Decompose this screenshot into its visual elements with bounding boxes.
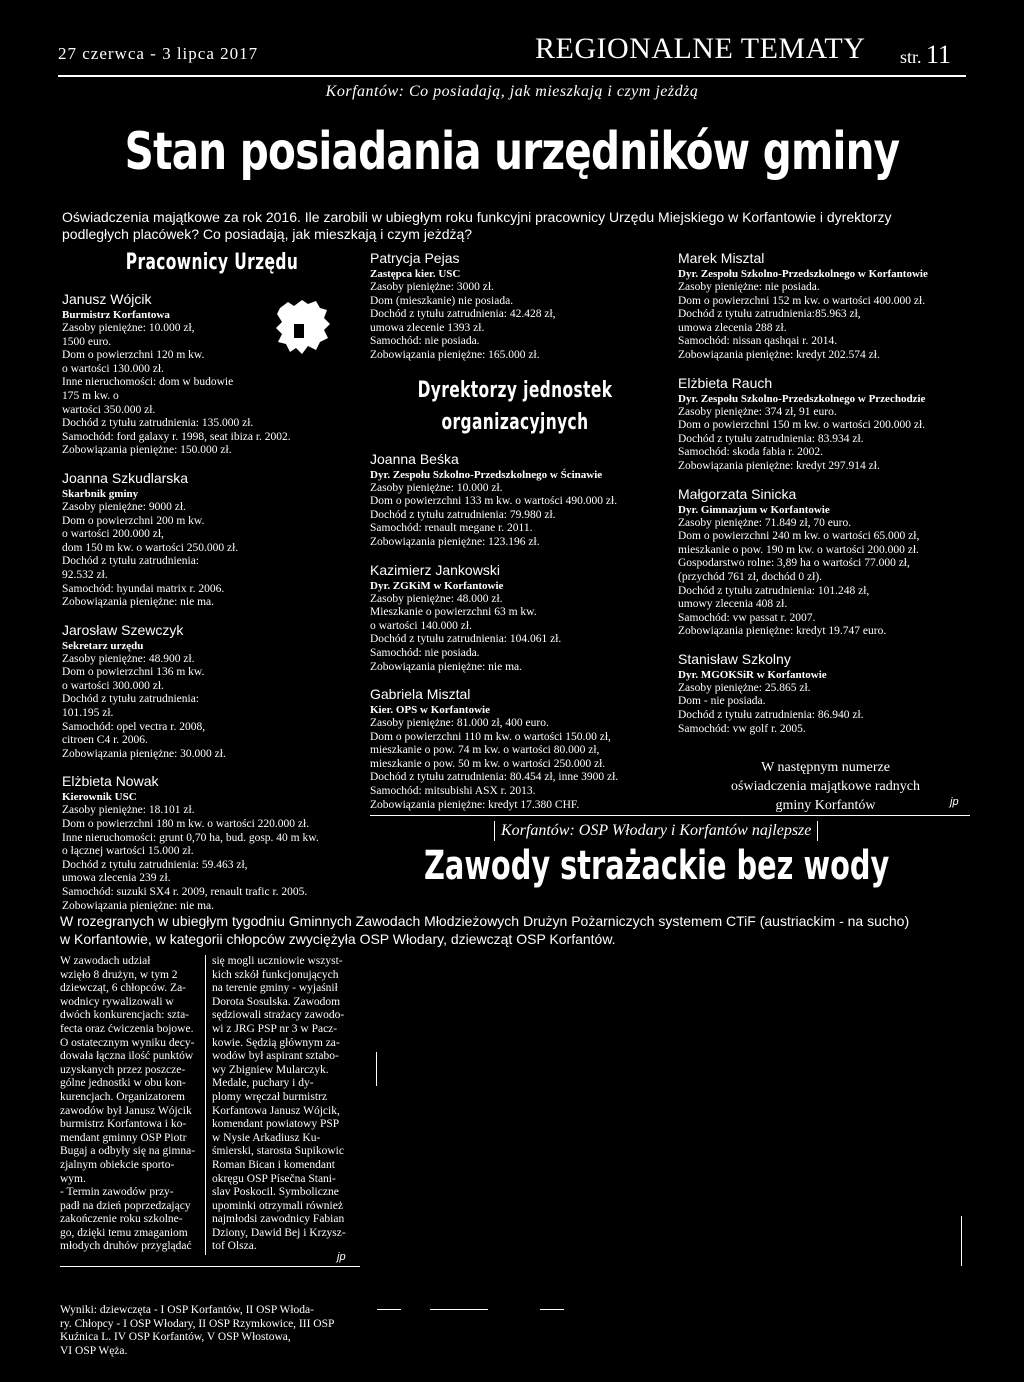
body-line: upominki otrzymali również <box>212 1199 343 1212</box>
declaration-line: Samochód: hyundai matrix r. 2006. <box>62 582 225 595</box>
body-line: wi z JRG PSP nr 3 w Pacz- <box>212 1022 338 1035</box>
declaration-line: Dochód z tytułu zatrudnienia: 101.248 zł, <box>678 584 870 597</box>
declaration-line: Zobowiązania pieniężne: 30.000 zł. <box>62 747 226 760</box>
body-line: Dorota Sosulska. Zawodom <box>212 995 341 1008</box>
body-line: kurencjach. Organizatorem <box>60 1090 185 1103</box>
person-role: Sekretarz urzędu <box>62 639 144 652</box>
person-entry <box>678 375 973 474</box>
declaration-line: Dochód z tytułu zatrudnienia: 86.940 zł. <box>678 709 864 722</box>
body-line: padł na dzień poprzedzający <box>60 1199 191 1212</box>
body-line: kich szkół funkcjonujących <box>212 968 339 981</box>
body-line: go, dzięki temu zmaganiom <box>60 1226 188 1239</box>
decor-rule <box>540 1309 564 1310</box>
person-entry <box>62 470 362 610</box>
declaration-line: Samochód: nie posiada. <box>370 646 480 659</box>
person-entry <box>62 291 362 458</box>
person-name: Jarosław Szewczyk <box>62 621 184 638</box>
page-number <box>900 40 951 70</box>
body-line: slav Poskocil. Symboliczne <box>212 1186 339 1199</box>
body-line: najmłodsi zawodnicy Fabian <box>212 1213 345 1226</box>
declaration-line: Zasoby pieniężne: 71.849 zł, 70 euro. <box>678 516 852 529</box>
page-prefix: str. <box>900 47 922 67</box>
lead-line: podległych placówek? Co posiadają, jak mieszkają i czym jeżdżą? <box>62 226 473 242</box>
declaration-line: Zasoby pieniężne: 25.865 zł. <box>678 681 811 694</box>
person-name: Elżbieta Rauch <box>678 374 773 391</box>
declaration-line: Samochód: mitsubishi ASX r. 2013. <box>370 785 536 798</box>
declaration-line: Dom (mieszkanie) nie posiada. <box>370 294 514 307</box>
declaration-line: Zobowiązania pieniężne: 150.000 zł. <box>62 444 232 457</box>
declaration-line: Samochód: renault megane r. 2011. <box>370 522 533 535</box>
person-name: Marek Misztal <box>678 250 765 266</box>
declaration-line: o wartości 300.000 zł. <box>62 679 164 692</box>
person-role: Skarbnik gminy <box>62 487 139 500</box>
declaration-line: Zasoby pieniężne: 48.000 zł. <box>370 592 503 605</box>
person-entry <box>370 451 660 550</box>
body-line: ry. Chłopcy - I OSP Włodary, II OSP Rzymkowice, III OSP <box>60 1317 335 1330</box>
body-line: zakończenie roku szkolne- <box>60 1213 183 1226</box>
person-role: Zastępca kier. USC <box>370 268 461 280</box>
person-name: Małgorzata Sinicka <box>678 485 797 502</box>
declaration-line: mieszkanie o pow. 74 m kw. o wartości 80.000 zł, <box>370 744 600 757</box>
note-line: W następnym numerze <box>761 760 890 776</box>
person-role: Kier. OPS w Korfantowie <box>370 704 490 717</box>
body-line: W zawodach udział <box>60 955 151 967</box>
declaration-line: umowa zlecenia 239 zł. <box>62 872 171 885</box>
person-role: Dyr. Gimnazjum w Korfantowie <box>678 503 830 516</box>
body-line: zjalnym obiekcie sporto- <box>60 1158 175 1171</box>
note-line: gminy Korfantów <box>775 798 876 814</box>
header-rule <box>58 75 966 77</box>
body-line: Kuźnica L. IV OSP Korfantów, V OSP Włostowa, <box>60 1331 291 1344</box>
declaration-line: Dom o powierzchni 150 m kw. o wartości 200.000 zł. <box>678 419 926 432</box>
person-name: Kazimierz Jankowski <box>370 561 500 578</box>
body-line: O ostatecznym wyniku decy- <box>60 1036 195 1049</box>
person-entry <box>678 250 973 363</box>
note-line: oświadczenia majątkowe radnych <box>731 779 920 795</box>
body-line: śmierski, starosta Supikowic <box>212 1145 344 1158</box>
person-role: Dyr. Zespołu Szkolno-Przedszkolnego w Korfantowie <box>678 268 928 280</box>
declaration-line: Samochód: skoda fabia r. 2002. <box>678 446 824 459</box>
declaration-line: Zasoby pieniężne: 48.900 zł. <box>62 652 195 665</box>
person-entry <box>62 773 362 913</box>
decor-rule <box>377 1309 401 1310</box>
declaration-line: Zasoby pieniężne: 18.101 zł. <box>62 804 195 817</box>
article-separator <box>370 815 970 816</box>
declaration-line: Dochód z tytułu zatrudnienia: 104.061 zł. <box>370 633 562 646</box>
body-line: dwóch konkurencjach: szta- <box>60 1009 190 1022</box>
office-list-cont <box>370 250 660 363</box>
body-line: dziewcząt, 6 chłopców. Za- <box>60 982 187 995</box>
declaration-line: Zobowiązania pieniężne: kredyt 297.914 zł. <box>678 459 880 472</box>
article1-headline: Stan posiadania urzędników gminy <box>124 122 900 182</box>
declaration-line: Zobowiązania pieniężne: kredyt 202.574 zł. <box>678 348 880 361</box>
body-line: uzyskanych przez poszcze- <box>60 1063 186 1076</box>
declaration-line: Inne nieruchomości: grunt 0,70 ha, bud. gosp. 40 m kw. <box>62 831 319 844</box>
declaration-line: o łącznej wartości 15.000 zł. <box>62 845 194 858</box>
body-line: wzięło 8 drużyn, w tym 2 <box>60 968 178 981</box>
lead-line: Oświadczenia majątkowe za rok 2016. Ile zarobili w ubiegłym roku funkcyjni pracownicy Urzędu Miejskiego w Korfantowie i dyrektorzy <box>62 209 892 225</box>
declaration-line: Dom o powierzchni 240 m kw. o wartości 65.000 zł, <box>678 530 920 543</box>
declaration-line: o wartości 130.000 zł. <box>62 362 164 375</box>
article1-signature: jp <box>950 796 959 808</box>
declaration-line: umowy zlecenia 408 zł. <box>678 598 788 611</box>
body-line: sędziowali strażacy zawodo- <box>212 1009 345 1022</box>
person-entry <box>62 622 362 762</box>
declaration-line: mieszkanie o pow. 50 m kw. o wartości 250.000 zł. <box>370 757 606 770</box>
person-entry <box>678 651 973 736</box>
article2-body-col2 <box>212 955 350 1254</box>
body-line: wodnicy rywalizowali w <box>60 995 174 1008</box>
declaration-line: o wartości 200.000 zł, <box>62 528 164 541</box>
person-name: Elżbieta Nowak <box>62 773 159 790</box>
declaration-line: citroen C4 r. 2006. <box>62 734 148 747</box>
body-line: Bugaj a odbyły się na gimna- <box>60 1145 196 1158</box>
article2-headline: Zawody strażackie bez wody <box>424 843 890 889</box>
decor-rule <box>430 1309 488 1310</box>
declaration-line: wartości 350.000 zł. <box>62 403 156 416</box>
declaration-line: (przychód 761 zł, dochód 0 zł). <box>678 570 823 583</box>
body-line: VI OSP Węża. <box>60 1344 128 1357</box>
declaration-line: 101.195 zł. <box>62 707 114 720</box>
declaration-line: Zasoby pieniężne: 374 zł, 91 euro. <box>678 405 837 418</box>
body-line: Medale, puchary i dy- <box>212 1077 314 1090</box>
declaration-line: Dochód z tytułu zatrudnienia: <box>62 555 200 568</box>
directors-list <box>370 451 660 813</box>
declaration-line: Dochód z tytułu zatrudnienia: 59.463 zł, <box>62 858 248 871</box>
declaration-line: Dochód z tytułu zatrudnienia:85.963 zł, <box>678 308 861 321</box>
person-name: Joanna Beśka <box>370 450 459 467</box>
person-entry <box>678 486 973 639</box>
person-entry <box>370 686 660 812</box>
body-line: się mogli uczniowie wszyst- <box>212 955 343 967</box>
declaration-line: Dochód z tytułu zatrudnienia: <box>62 693 200 706</box>
declaration-line: Samochód: vw passat r. 2007. <box>678 611 816 624</box>
lead-line: W rozegranych w ubiegłym tygodniu Gminnych Zawodach Młodzieżowych Drużyn Pożarniczych systemem CTiF (austriackim - na sucho) <box>60 913 910 929</box>
section-office-title: Pracownicy Urzędu <box>125 250 299 275</box>
results-box <box>60 1304 360 1358</box>
declaration-line: Zobowiązania pieniężne: kredyt 19.747 euro. <box>678 625 887 638</box>
column-middle <box>370 250 660 824</box>
declaration-line: Zobowiązania pieniężne: kredyt 17.380 CHF. <box>370 798 580 811</box>
person-name: Gabriela Misztal <box>370 686 471 703</box>
person-role: Kierownik USC <box>62 791 137 804</box>
body-line: młodych druhów przyglądać <box>60 1240 192 1253</box>
results-rule <box>60 1266 360 1267</box>
person-entry <box>370 562 660 675</box>
issue-date: 27 czerwca - 3 lipca 2017 <box>58 44 259 63</box>
declaration-line: Zasoby pieniężne: 81.000 zł, 400 euro. <box>370 717 549 730</box>
body-line: zawodów był Janusz Wójcik <box>60 1104 192 1117</box>
declaration-line: Dom o powierzchni 200 m kw. <box>62 514 205 527</box>
declaration-line: Zasoby pieniężne: 9000 zł. <box>62 500 186 513</box>
declaration-line: Samochód: nissan qashqai r. 2014. <box>678 335 838 348</box>
declaration-line: Dom o powierzchni 133 m kw. o wartości 490.000 zł. <box>370 495 618 508</box>
declaration-line: Mieszkanie o powierzchni 63 m kw. <box>370 606 537 619</box>
body-line: na terenie gminy - wyjaśnił <box>212 982 338 995</box>
article2-signature: jp <box>337 1251 346 1263</box>
declaration-line: Zobowiązania pieniężne: 123.196 zł. <box>370 535 540 548</box>
body-line: kowie. Sędzią głównym za- <box>212 1036 340 1049</box>
person-entry <box>370 250 660 363</box>
declaration-line: Zasoby pieniężne: 10.000 zł, <box>62 322 195 334</box>
declaration-line: Zobowiązania pieniężne: nie ma. <box>62 899 214 912</box>
declaration-line: Dochód z tytułu zatrudnienia: 42.428 zł, <box>370 308 556 321</box>
body-line: Dziony, Dawid Bej i Krzysz- <box>212 1226 346 1239</box>
declaration-line: Gospodarstwo rolne: 3,89 ha o wartości 77.000 zł, <box>678 557 910 570</box>
body-line: wym. <box>60 1172 86 1185</box>
declaration-line: 92.532 zł. <box>62 568 108 581</box>
body-line: komendant powiatowy PSP <box>212 1118 340 1131</box>
section-title: REGIONALNE TEMATY <box>535 32 866 65</box>
person-name: Patrycja Pejas <box>370 250 460 266</box>
body-line: plomy wręczał burmistrz <box>212 1090 327 1103</box>
declaration-line: Dochód z tytułu zatrudnienia: 83.934 zł. <box>678 432 864 445</box>
section-directors-title <box>402 375 628 439</box>
article1-lead <box>62 209 972 243</box>
column-divider <box>961 1216 962 1266</box>
body-line: fecta oraz ćwiczenia bojowe. <box>60 1022 194 1035</box>
declaration-line: Dochód z tytułu zatrudnienia: 135.000 zł. <box>62 417 254 430</box>
declaration-line: Zobowiązania pieniężne: nie ma. <box>62 596 214 609</box>
body-line: mendant gminny OSP Piotr <box>60 1131 187 1144</box>
directors-list-cont <box>678 250 973 736</box>
body-line: wy Zbigniew Mularczyk. <box>212 1063 329 1076</box>
article2-body-col1 <box>60 955 200 1254</box>
column-divider <box>205 955 206 1255</box>
person-role: Dyr. Zespołu Szkolno-Przedszkolnego w Ścinawie <box>370 468 603 481</box>
column-divider <box>376 1052 377 1086</box>
body-line: - Termin zawodów przy- <box>60 1186 174 1199</box>
directors-title-text: Dyrektorzy jednostek organizacyjnych <box>417 377 613 435</box>
declaration-line: o wartości 140.000 zł. <box>370 619 472 632</box>
article2-kicker: Korfantów: OSP Włodary i Korfantów najlepsze <box>494 821 818 841</box>
declaration-line: Dom o powierzchni 110 m kw. o wartości 150.00 zł, <box>370 730 611 743</box>
person-role: Burmistrz Korfantowa <box>62 309 170 321</box>
person-role: Dyr. ZGKiM w Korfantowie <box>370 579 504 592</box>
body-line: gólne jednostki w obu kon- <box>60 1077 186 1090</box>
declaration-line: Dom o powierzchni 152 m kw. o wartości 400.000 zł. <box>678 294 926 307</box>
article1-kicker: Korfantów: Co posiadają, jak mieszkają i czym jeżdżą <box>325 83 699 100</box>
person-name: Joanna Szkudlarska <box>62 469 189 486</box>
next-issue-note <box>678 758 973 815</box>
declaration-line: 175 m kw. o <box>62 389 119 402</box>
article2-lead <box>60 912 970 948</box>
body-line: wodów był aspirant sztabo- <box>212 1050 339 1063</box>
declaration-line: Samochód: ford galaxy r. 1998, seat ibiza r. 2002. <box>62 430 291 443</box>
column-office <box>62 250 362 925</box>
declaration-line: Zasoby pieniężne: 3000 zł. <box>370 281 494 293</box>
person-role: Dyr. Zespołu Szkolno-Przedszkolnego w Przechodzie <box>678 392 926 405</box>
lead-line: w Korfantowie, w kategorii chłopców zwyciężyła OSP Włodary, dziewcząt OSP Korfantów. <box>60 931 616 947</box>
declaration-line: dom 150 m kw. o wartości 250.000 zł. <box>62 541 239 554</box>
column-right <box>678 250 973 815</box>
declaration-line: Inne nieruchomości: dom w budowie <box>62 376 234 389</box>
declaration-line: Samochód: suzuki SX4 r. 2009, renault trafic r. 2005. <box>62 886 308 898</box>
declaration-line: Samochód: nie posiada. <box>370 335 480 348</box>
person-role: Dyr. MGOKSiR w Korfantowie <box>678 668 827 681</box>
body-line: burmistrz Korfantowa i ko- <box>60 1118 187 1131</box>
declaration-line: Zasoby pieniężne: 10.000 zł. <box>370 481 503 494</box>
declaration-line: mieszkanie o pow. 190 m kw. o wartości 200.000 zł. <box>678 543 919 556</box>
declaration-line: Zasoby pieniężne: nie posiada. <box>678 281 820 293</box>
body-line: w Nysie Arkadiusz Ku- <box>212 1131 321 1144</box>
declaration-line: Zobowiązania pieniężne: 165.000 zł. <box>370 348 540 361</box>
body-line: Roman Bican i komendant <box>212 1158 335 1171</box>
declaration-line: umowa zlecenie 1393 zł. <box>370 321 485 334</box>
declaration-line: Dochód z tytułu zatrudnienia: 79.980 zł. <box>370 508 556 521</box>
declaration-line: Dom o powierzchni 180 m kw. o wartości 220.000 zł. <box>62 818 310 831</box>
declaration-line: Dom o powierzchni 136 m kw. <box>62 666 205 679</box>
declaration-line: Dom o powierzchni 120 m kw. <box>62 349 205 362</box>
body-line: okręgu OSP Písečna Stani- <box>212 1172 336 1185</box>
declaration-line: Samochód: vw golf r. 2005. <box>678 722 806 735</box>
page-num: 11 <box>926 40 952 69</box>
body-line: dowała łączna ilość punktów <box>60 1050 194 1063</box>
person-name: Stanisław Szkolny <box>678 650 791 667</box>
person-name: Janusz Wójcik <box>62 291 152 307</box>
declaration-line: Dom - nie posiada. <box>678 695 766 708</box>
declaration-line: 1500 euro. <box>62 335 112 348</box>
office-list <box>62 291 362 913</box>
declaration-line: umowa zlecenia 288 zł. <box>678 321 787 334</box>
declaration-line: Dochód z tytułu zatrudnienia: 80.454 zł, inne 3900 zł. <box>370 771 619 784</box>
declaration-line: Samochód: opel vectra r. 2008, <box>62 720 206 733</box>
body-line: Wyniki: dziewczęta - I OSP Korfantów, II OSP Włoda- <box>60 1304 314 1316</box>
body-line: tof Olsza. <box>212 1240 257 1253</box>
body-line: Korfantowa Janusz Wójcik, <box>212 1104 340 1117</box>
declaration-line: Zobowiązania pieniężne: nie ma. <box>370 660 522 673</box>
